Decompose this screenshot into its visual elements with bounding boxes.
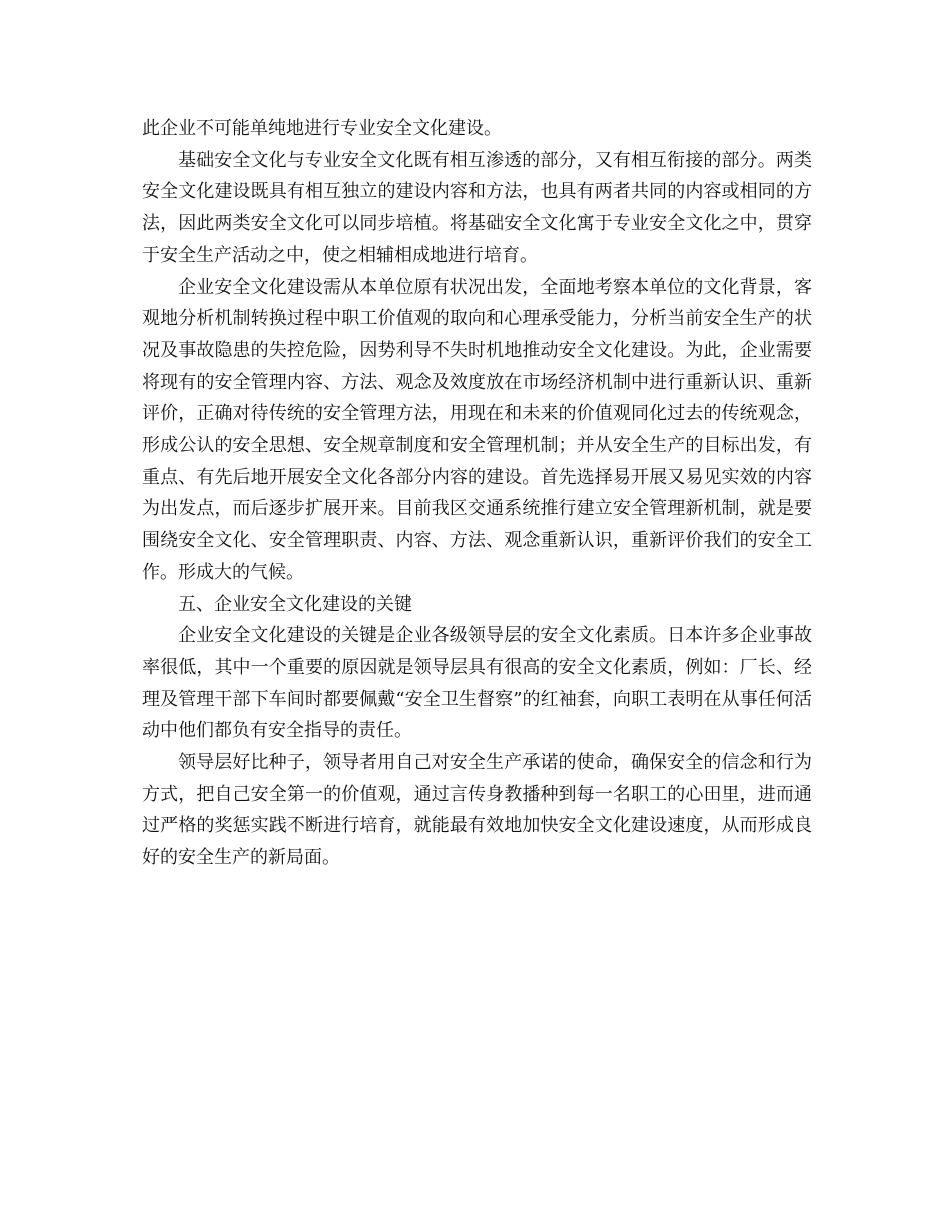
paragraph-leadership-key: 企业安全文化建设的关键是企业各级领导层的安全文化素质。日本许多企业事故率很低，其中一个重要的原因就是领导层具有很高的安全文化素质，例如：厂长、经理及管理干部下车间时都要佩戴“安全卫生督察”的红袖套，向职工表明在从事任何活动中他们都负有安全指导的责任。 — [142, 625, 812, 742]
document-body — [142, 113, 812, 874]
paragraph-two-culture-types: 基础安全文化与专业安全文化既有相互渗透的部分，又有相互衔接的部分。两类安全文化建设既具有相互独立的建设内容和方法，也具有两者共同的内容或相同的方法，因此两类安全文化可以同步培植。将基础安全文化寓于专业安全文化之中，贯穿于安全生产活动之中，使之相辅相成地进行培育。 — [142, 149, 812, 266]
section-heading-five: 五、企业安全文化建设的关键 — [178, 593, 412, 615]
paragraph-culture-construction: 企业安全文化建设需从本单位原有状况出发，全面地考察本单位的文化背景，客观地分析机制转换过程中职工价值观的取向和心理承受能力，分析当前安全生产的状况及事故隐患的失控危险，因势利导不失时机地推动安全文化建设。为此，企业需要将现有的安全管理内容、方法、观念及效度放在市场经济机制中进行重新认识、重新评价，正确对待传统的安全管理方法，用现在和未来的价值观同化过去的传统观念，形成公认的安全思想、安全规章制度和安全管理机制；并从安全生产的目标出发，有重点、有先后地开展安全文化各部分内容的建设。首先选择易开展又易见实效的内容为出发点，而后逐步扩展开来。目前我区交通系统推行建立安全管理新机制，就是要围绕安全文化、安全管理职责、内容、方法、观念重新认识，重新评价我们的安全工作。形成大的气候。 — [142, 276, 812, 583]
paragraph-continuation: 此企业不可能单纯地进行专业安全文化建设。 — [142, 118, 502, 139]
paragraph-leadership-seed: 领导层好比种子，领导者用自己对安全生产承诺的使命，确保安全的信念和行为方式，把自己安全第一的价值观，通过言传身教播种到每一名职工的心田里，进而通过严格的奖惩实践不断进行培育，就能最有效地加快安全文化建设速度，从而形成良好的安全生产的新局面。 — [142, 752, 812, 869]
